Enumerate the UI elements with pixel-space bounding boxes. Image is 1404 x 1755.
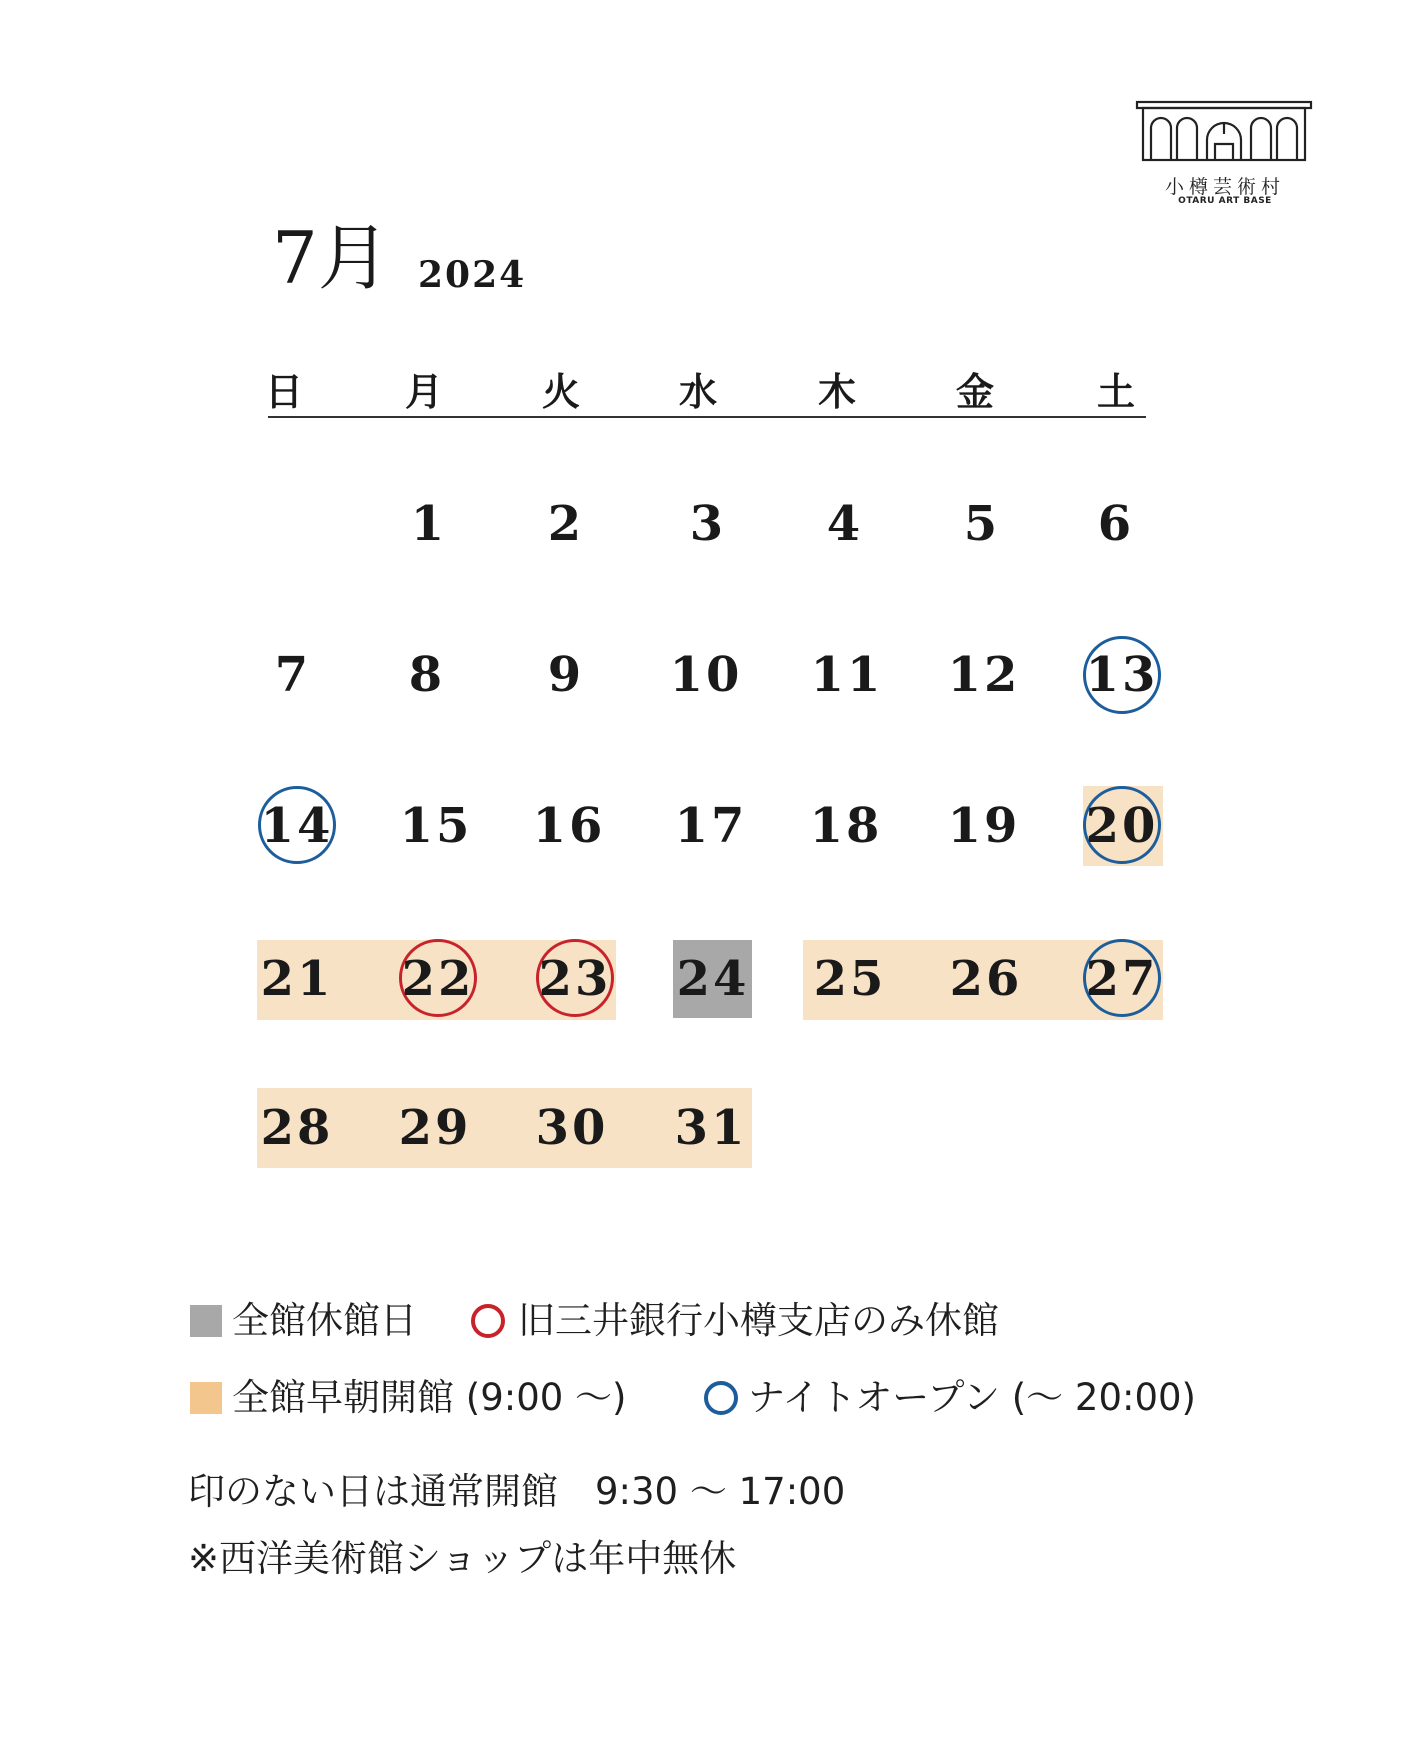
day-cell: 15 — [399, 798, 473, 854]
day-cell: 4 — [826, 496, 864, 552]
day-cell: 31 — [674, 1100, 748, 1156]
day-cell: 16 — [532, 798, 606, 854]
logo-english-name: OTARU ART BASE — [1178, 196, 1272, 206]
day-cell: 17 — [674, 798, 748, 854]
day-cell: 8 — [408, 647, 446, 703]
day-cell: 27 — [1085, 951, 1159, 1007]
weekday-wed: 水 — [678, 369, 717, 414]
day-cell: 11 — [810, 647, 884, 703]
night-open-ring-icon — [704, 1381, 738, 1415]
logo-japanese-name: 小樽芸術村 — [1164, 176, 1285, 198]
museum-building-icon — [1135, 100, 1315, 166]
legend-mitsui-closed: 旧三井銀行小樽支店のみ休館 — [518, 1299, 999, 1342]
day-cell: 22 — [401, 951, 475, 1007]
otaru-art-base-logo — [1135, 100, 1315, 210]
weekday-tue: 火 — [541, 369, 580, 414]
day-cell: 26 — [949, 951, 1023, 1007]
day-cell: 3 — [689, 496, 727, 552]
weekday-thu: 木 — [817, 369, 856, 414]
header-divider — [268, 416, 1146, 418]
day-cell: 6 — [1097, 496, 1135, 552]
regular-hours-note: 印のない日は通常開館 9:30 〜 17:00 — [188, 1470, 846, 1513]
legend-night-open: ナイトオープン (〜 20:00) — [748, 1376, 1196, 1419]
shop-note: ※西洋美術館ショップは年中無休 — [188, 1537, 737, 1580]
weekday-sat: 土 — [1096, 369, 1135, 414]
day-cell: 20 — [1085, 798, 1159, 854]
day-cell: 9 — [547, 647, 585, 703]
day-cell: 25 — [813, 951, 887, 1007]
day-cell: 19 — [947, 798, 1021, 854]
day-cell: 18 — [809, 798, 883, 854]
weekday-mon: 月 — [404, 369, 443, 414]
weekday-fri: 金 — [955, 369, 994, 414]
legend-closed-all: 全館休館日 — [232, 1299, 417, 1342]
month-title: 7月 — [272, 216, 390, 300]
day-cell: 2 — [547, 496, 585, 552]
weekday-sun: 日 — [264, 369, 303, 414]
closed-all-swatch — [190, 1305, 222, 1337]
day-cell: 14 — [260, 798, 334, 854]
day-cell: 30 — [535, 1100, 609, 1156]
day-cell: 23 — [538, 951, 612, 1007]
day-cell: 21 — [260, 951, 334, 1007]
legend-early-open: 全館早朝開館 (9:00 〜) — [232, 1376, 627, 1419]
day-cell: 1 — [410, 496, 448, 552]
day-cell: 24 — [676, 951, 750, 1007]
day-cell: 7 — [274, 647, 312, 703]
early-open-swatch — [190, 1382, 222, 1414]
day-cell: 5 — [963, 496, 1001, 552]
day-cell: 29 — [398, 1100, 472, 1156]
day-cell: 28 — [260, 1100, 334, 1156]
day-cell: 12 — [947, 647, 1021, 703]
day-cell: 13 — [1085, 647, 1159, 703]
year-label: 2024 — [418, 254, 527, 296]
day-cell: 10 — [669, 647, 743, 703]
mitsui-closed-ring-icon — [471, 1304, 505, 1338]
